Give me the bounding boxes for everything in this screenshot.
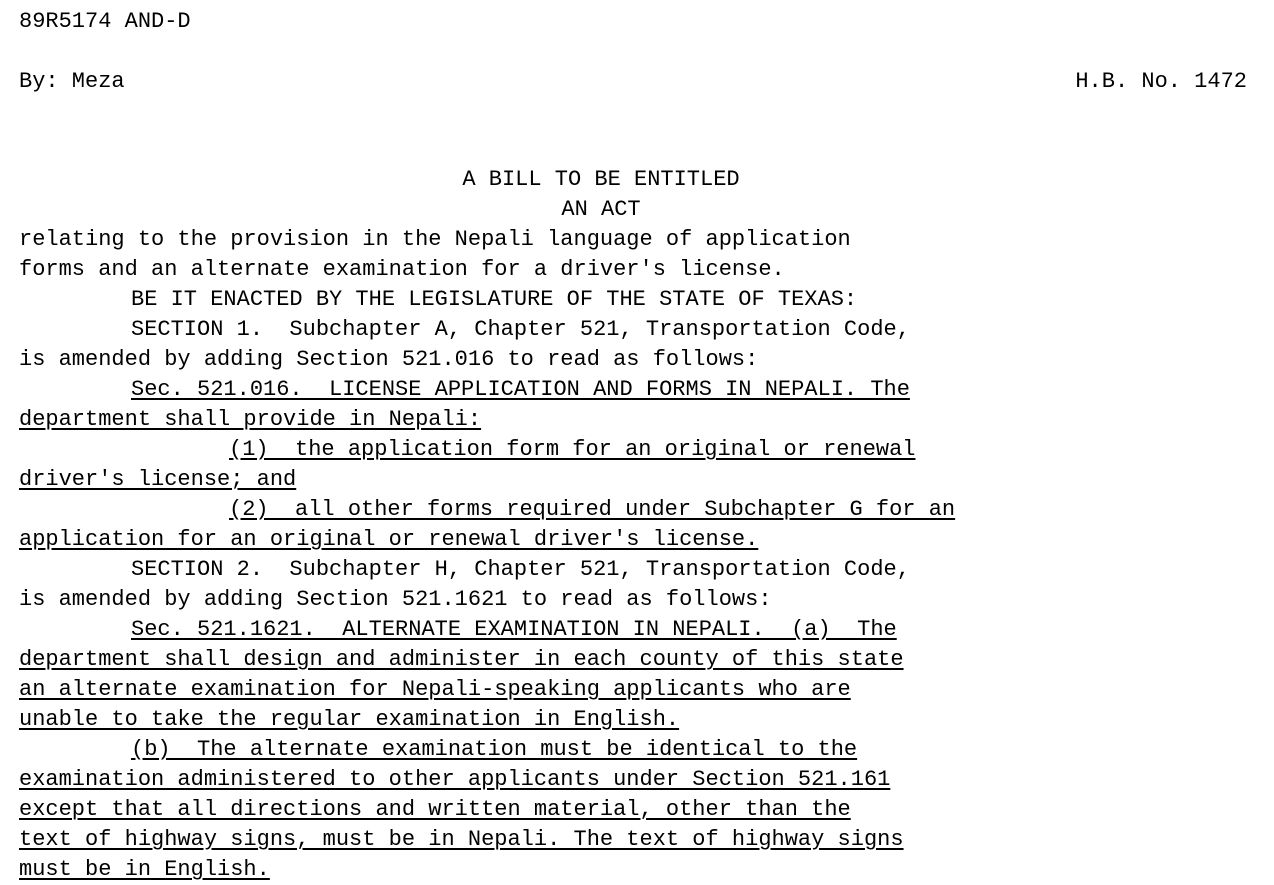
- inserted-text: except that all directions and written material, other than the: [19, 797, 851, 822]
- section-1-text: is amended by adding Section 521.016 to read as follows:: [19, 347, 759, 372]
- section-2-subsection-b: [19, 765, 1259, 795]
- section-1-item-2: [19, 495, 1259, 525]
- section-1-item-2: [19, 525, 1259, 555]
- section-2-subsection-b: [19, 795, 1259, 825]
- section-1-new-text: [19, 375, 1259, 405]
- section-1-new-text: [19, 405, 1259, 435]
- section-2-heading: SECTION 2. Subchapter H, Chapter 521, Transportation Code,: [131, 557, 910, 582]
- bill-header-row: [19, 67, 1247, 97]
- section-1-heading: SECTION 1. Subchapter A, Chapter 521, Transportation Code,: [131, 317, 910, 342]
- inserted-text: unable to take the regular examination in English.: [19, 707, 680, 732]
- spacer: [19, 37, 1259, 67]
- section-1-item-1: [19, 465, 1259, 495]
- section-2-new-text: [19, 615, 1259, 645]
- section-2-subsection-b: [19, 855, 1259, 885]
- bill-title-line1: A BILL TO BE ENTITLED: [462, 167, 740, 192]
- bill-document: [19, 7, 1259, 885]
- inserted-text: must be in English.: [19, 857, 270, 882]
- section-2-new-text: [19, 645, 1259, 675]
- section-2-text: is amended by adding Section 521.1621 to read as follows:: [19, 587, 772, 612]
- section-2-new-text: [19, 705, 1259, 735]
- section-2-new-text: [19, 675, 1259, 705]
- document-id: 89R5174 AND-D: [19, 9, 191, 34]
- inserted-text: department shall provide in Nepali:: [19, 407, 482, 432]
- inserted-text: (2) all other forms required under Subchapter G for an: [229, 497, 956, 522]
- inserted-text: text of highway signs, must be in Nepali. The text of highway signs: [19, 827, 904, 852]
- inserted-text: Sec. 521.1621. ALTERNATE EXAMINATION IN NEPALI. (a) The: [131, 617, 897, 642]
- section-2-subsection-b: [19, 735, 1259, 765]
- inserted-text: driver's license; and: [19, 467, 297, 492]
- section-2-subsection-b: [19, 825, 1259, 855]
- inserted-text: examination administered to other applicants under Section 521.161: [19, 767, 891, 792]
- spacer: [19, 97, 1259, 149]
- inserted-text: department shall design and administer in each county of this state: [19, 647, 904, 672]
- inserted-text: Sec. 521.016. LICENSE APPLICATION AND FORMS IN NEPALI. The: [131, 377, 910, 402]
- bill-title-line2: AN ACT: [561, 197, 641, 222]
- bill-number: H.B. No. 1472: [1075, 69, 1247, 94]
- enacting-clause: BE IT ENACTED BY THE LEGISLATURE OF THE STATE OF TEXAS:: [131, 287, 858, 312]
- inserted-text: application for an original or renewal driver's license.: [19, 527, 759, 552]
- caption-line: forms and an alternate examination for a driver's license.: [19, 257, 785, 282]
- inserted-text: an alternate examination for Nepali-speaking applicants who are: [19, 677, 851, 702]
- section-1-item-1: [19, 435, 1259, 465]
- inserted-text: (b) The alternate examination must be identical to the: [131, 737, 858, 762]
- caption-line: relating to the provision in the Nepali language of application: [19, 227, 851, 252]
- bill-author: By: Meza: [19, 69, 125, 94]
- inserted-text: (1) the application form for an original or renewal: [229, 437, 916, 462]
